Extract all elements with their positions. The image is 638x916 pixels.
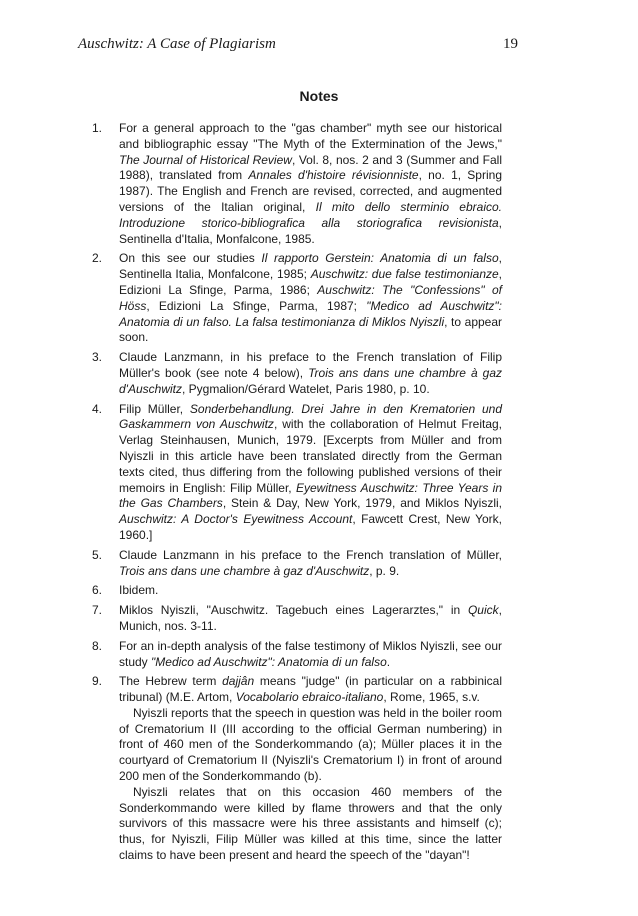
note-citation-title: Auschwitz: The "Confessions" of Höss [119,282,503,313]
note-citation-title: Sonderbehandlung. Drei Jahre in den Krematorien und Gaskammern von Auschwitz [119,401,503,432]
note-citation-title: "Medico ad Auschwitz": Anatomia di un falso [151,654,387,669]
note-foreign-term: dajjân [222,674,255,689]
note-citation-title: Eyewitness Auschwitz: Three Years in the Gas Chambers [119,480,502,511]
note-5 [82,548,502,580]
note-text-segment: Claude Lanzmann in his preface to the French translation of Müller, [119,547,502,562]
note-text [119,548,502,580]
note-2 [82,251,502,346]
note-text-segment: , Sentinella Italia, Monfalcone, 1985; [119,251,502,282]
running-head [78,36,518,58]
note-citation-title: "Medico ad Auschwitz": Anatomia di un falso. La falsa testimonianza di Miklos Nyiszli [119,298,502,329]
note-text-segment: , Sentinella d'Italia, Monfalcone, 1985. [119,215,502,246]
note-number: 2 . [82,251,102,267]
note-9 [82,674,502,864]
note-text-segment: , Stein & Day, New York, 1979, and Miklos Nyiszli, [222,496,502,511]
note-citation-title: Quick [467,603,499,618]
note-text [119,674,502,706]
note-1 [82,121,502,247]
page-number: 19 [503,36,518,52]
note-text-segment: For a general approach to the "gas chamber" myth see our historical and bibliographic essay "The Myth of the Extermination of the Jews," [119,121,502,151]
note-text-segment: , to appear soon. [119,314,503,345]
note-6 [82,583,502,599]
note-7 [82,603,502,635]
note-number: 5 . [82,548,102,564]
note-text [119,402,502,544]
note-text-segment: , Pygmalion/Gérard Watelet, Paris 1980, p. 10. [181,381,430,396]
note-text-segment: . [386,654,391,669]
note-number: 1 . [82,121,102,137]
note-text-segment: Ibidem. [119,583,159,598]
note-paragraph: Nyiszli relates that on this occasion 460 members of the Sonderkommando were killed by flame throwers and that the only survivors of this massacre were his three assistants and himself (c); thus, for Nyiszli, Filip Müller was killed at this time, since the latter claims to have been present and heard the speech of the "dayan"! [119,784,502,863]
note-text [119,603,502,635]
note-text [119,251,502,346]
running-title: Auschwitz: A Case of Plagiarism [78,36,276,52]
note-citation-title: Il mito dello sterminio ebraico. Introduzione storico-bibliografica alla storiografica revisionista [119,199,503,230]
note-number: 8 . [82,639,102,655]
note-number: 6 . [82,583,102,599]
note-text [119,583,502,599]
note-4 [82,402,502,544]
note-text [119,639,502,671]
note-text-segment: For an in-depth analysis of the false testimony of Miklos Nyiszli, see our study [119,638,502,669]
note-8 [82,639,502,671]
note-text-segment: Filip Müller, [119,401,190,416]
note-text-segment: means "judge" (in particular on a rabbinical tribunal) (M.E. Artom, [119,674,503,705]
note-citation-title: Trois ans dans une chambre à gaz d'Auschwitz [119,563,370,578]
note-citation-title: Auschwitz: due false testimonianze [310,267,499,282]
note-text-segment: , Edizioni La Sfinge, Parma, 1987; [146,298,367,313]
notes-heading: Notes [299,88,339,104]
note-citation-title: Annales d'histoire révisionniste [248,168,419,183]
note-citation-title: The Journal of Historical Review [119,152,292,167]
note-text-segment: , Munich, nos. 3-11. [119,603,502,633]
note-text-segment: , Vol. 8, nos. 2 and 3 (Summer and Fall 1988), translated from [119,152,502,183]
note-text-segment: , Fawcett Crest, New York, 1960.] [119,512,502,542]
note-3 [82,350,502,397]
note-number: 3 . [82,350,102,366]
note-text-segment: Claude Lanzmann, in his preface to the French translation of Filip Müller's book (see note 4 below), [119,350,502,380]
note-text-segment: , Rome, 1965, s.v. [383,690,480,705]
note-number: 7 . [82,603,102,619]
note-citation-title: Il rapporto Gerstein: Anatomia di un falso [261,251,499,266]
note-text-segment: , no. 1, Spring 1987). The English and French are revised, corrected, and augmented versions of the Italian original, [119,168,502,214]
note-text-segment: The Hebrew term [119,674,223,689]
note-text-segment: , Edizioni La Sfinge, Parma, 1986; [119,267,503,297]
note-text [119,350,502,397]
note-text [119,121,502,247]
note-text-segment: On this see our studies [119,251,262,266]
note-paragraph: Nyiszli reports that the speech in question was held in the boiler room of Crematorium II (III according to the official German numbering) in front of 460 men of the Sonderkommando (a); Müller places it in the courtyard of Crematorium II (Nyiszli's Crematorium I) in front of around 200 men of the Sonderkommando (b). [119,705,502,784]
notes-list [82,121,502,868]
note-citation-title: Trois ans dans une chambre à gaz d'Auschwitz [119,365,502,396]
note-number: 9 . [82,674,102,690]
note-citation-title: Vocabolario ebraico-italiano [235,690,384,705]
note-number: 4 . [82,402,102,418]
note-citation-title: Auschwitz: A Doctor's Eyewitness Account [119,512,353,527]
note-text-segment: , with the collaboration of Helmut Freitag, Verlag Steinhausen, Munich, 1979. [Excerpts from Müller and from Nyiszli in this article have been translated directly from the German texts cited, thus differing from the following published versions of their memoirs in English: Filip Müller, [119,417,503,495]
note-text-segment: Miklos Nyiszli, "Auschwitz. Tagebuch eines Lagerarztes," in [119,603,468,618]
note-text-segment: , p. 9. [369,563,400,578]
